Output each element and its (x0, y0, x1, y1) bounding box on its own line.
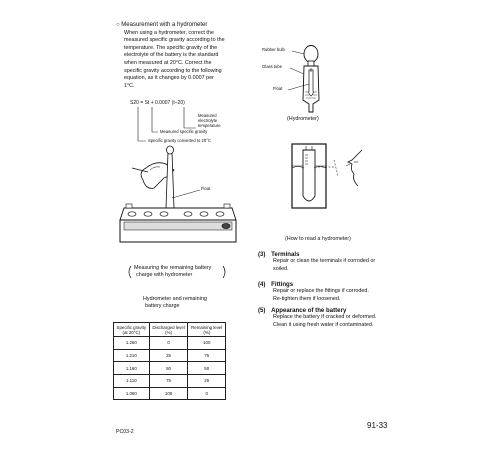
body-line: 1°C. (124, 82, 135, 89)
section-line: Clean it using fresh water if contaminated. (273, 321, 374, 328)
how-to-read-caption: (How to read a hydrometer) (285, 236, 351, 242)
section-appearance (258, 307, 376, 329)
table-cell: 100 (149, 387, 188, 400)
section-line: Replace the battery if cracked or deformed. (273, 314, 377, 320)
table-header: Discharged level (%) (149, 323, 188, 337)
battery-label-float: Float (201, 186, 211, 191)
table-cell: 1.160 (114, 362, 150, 375)
table-row (114, 337, 226, 350)
specific-gravity-table (113, 322, 226, 400)
battery-caption: Measuring the remaining battery charge with hydrometer (134, 265, 212, 278)
section-line: Repair or clean the terminals if corroded or (273, 258, 376, 264)
section-heading: (5) Appearance of the battery (258, 307, 347, 314)
measurement-title: Measurement with a hydrometer (121, 22, 208, 28)
table-row (114, 375, 226, 388)
gravity-equation: S20 = St + 0.0007 (t–20) (130, 100, 185, 106)
hydrometer-caption: (Hydrometer) (287, 116, 319, 122)
circle-bullet-icon: ○ (116, 22, 120, 28)
table-row (114, 387, 226, 400)
body-line: when measured at 20°C. Correct the (124, 59, 212, 66)
table-cell: 1.260 (114, 337, 150, 350)
body-line: temperature. The specific gravity of the (124, 44, 218, 51)
section-heading: (3) Terminals (258, 251, 300, 258)
label-glass-tube: Glass tube (262, 64, 283, 69)
table-header: Remaining level (%) (188, 323, 226, 337)
table-row (114, 362, 226, 375)
table-cell: 50 (149, 362, 188, 375)
annotation-converted: Specific gravity converted to 20°C (148, 138, 211, 143)
page-number: 91-33 (367, 421, 388, 430)
section-heading: (4) Fittings (258, 281, 294, 288)
table-cell: 75 (149, 375, 188, 388)
table-row (114, 349, 226, 362)
section-terminals (258, 251, 375, 273)
table-cell: 1.110 (114, 375, 150, 388)
section-fittings (258, 281, 369, 303)
table-cell: 0 (149, 337, 188, 350)
table-header: Specific gravity (at 20°C) (114, 323, 150, 337)
body-line: equation, as it changes by 0.0007 per (124, 75, 214, 82)
table-cell: 1.060 (114, 387, 150, 400)
table-cell: 0 (188, 387, 226, 400)
table-header-row (114, 323, 226, 337)
label-float: Float (273, 86, 283, 91)
body-line: When using a hydrometer, correct the (124, 29, 214, 36)
body-line: specific gravity according to the following (124, 67, 222, 74)
section-line: Re-tighten them if loosened. (273, 295, 341, 302)
label-rubber-bulb: Rubber bulb (262, 47, 285, 52)
annotation-measured: Measured specific gravity (160, 129, 208, 134)
table-cell: 25 (188, 375, 226, 388)
body-line: measured specific gravity according to the (124, 37, 225, 44)
table-title: Hydrometer and remaining battery charge (143, 296, 207, 309)
table-cell: 50 (188, 362, 226, 375)
table-cell: 25 (149, 349, 188, 362)
table-cell: 1.210 (114, 349, 150, 362)
section-line: soiled. (273, 265, 289, 272)
table-cell: 75 (188, 349, 226, 362)
section-line: Repair or replace the fittings if corroded. (273, 288, 369, 294)
body-line: electrolyte of the battery is the standard (124, 52, 219, 59)
annotation-temperature: Measured electrolyte temperature (198, 113, 221, 128)
footer-code: PC03-2 (116, 429, 134, 435)
table-cell: 100 (188, 337, 226, 350)
